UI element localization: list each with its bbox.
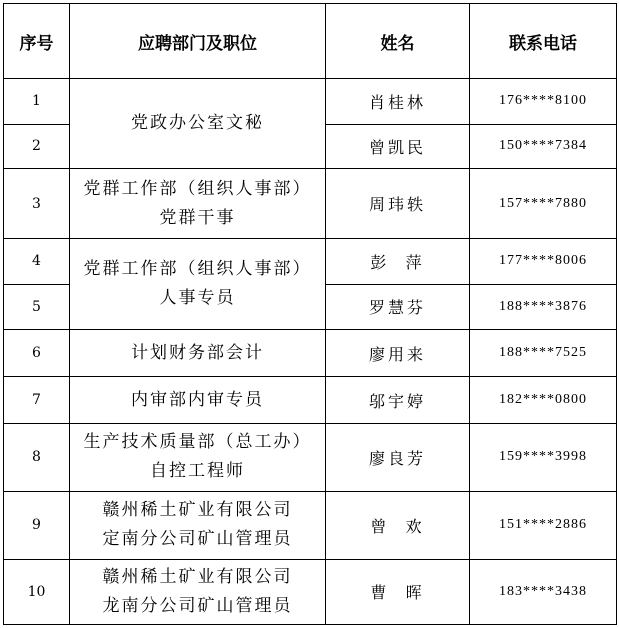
position-cell (70, 329, 326, 376)
row-seq: 1 (4, 79, 70, 124)
position-cell (70, 423, 326, 491)
row-seq: 2 (4, 124, 70, 168)
table-row (4, 491, 617, 559)
position-line: 自控工程师 (150, 461, 245, 482)
row-name: 廖良芳 (326, 423, 470, 491)
position-line: 生产技术质量部（总工办） (83, 432, 312, 453)
table-row (4, 377, 617, 423)
header-seq: 序号 (4, 4, 70, 79)
candidate-table (3, 3, 617, 625)
position-line: 党政办公室文秘 (131, 113, 264, 134)
row-name: 周玮轶 (326, 169, 470, 239)
row-phone: 176****8100 (470, 79, 617, 124)
position-cell (70, 491, 326, 559)
row-name: 邬宇婷 (326, 377, 470, 423)
position-line: 内审部内审专员 (131, 389, 264, 410)
row-seq: 4 (4, 239, 70, 284)
position-cell (70, 239, 326, 330)
row-name: 曹 晖 (326, 559, 470, 624)
row-seq: 6 (4, 329, 70, 376)
position-cell (70, 79, 326, 169)
row-name: 廖用来 (326, 329, 470, 376)
table-row (4, 329, 617, 376)
position-line: 赣州稀土矿业有限公司 (102, 500, 293, 521)
row-name: 彭 萍 (326, 239, 470, 284)
row-name: 肖桂林 (326, 79, 470, 124)
position-line: 党群工作部（组织人事部） (83, 178, 312, 199)
row-name: 曾 欢 (326, 491, 470, 559)
row-seq: 10 (4, 559, 70, 624)
position-line: 党群干事 (159, 207, 236, 228)
row-phone: 188****7525 (470, 329, 617, 376)
position-line: 龙南分公司矿山管理员 (102, 595, 293, 616)
row-phone: 183****3438 (470, 559, 617, 624)
position-line: 党群工作部（组织人事部） (83, 259, 312, 280)
row-phone: 151****2886 (470, 491, 617, 559)
position-cell (70, 559, 326, 624)
position-line: 计划财务部会计 (131, 342, 264, 363)
position-line: 人事专员 (159, 288, 236, 309)
table-row (4, 239, 617, 284)
header-name: 姓名 (326, 4, 470, 79)
position-cell (70, 169, 326, 239)
table-row (4, 559, 617, 624)
position-line: 赣州稀土矿业有限公司 (102, 566, 293, 587)
header-position: 应聘部门及职位 (70, 4, 326, 79)
row-seq: 7 (4, 377, 70, 423)
row-phone: 159****3998 (470, 423, 617, 491)
position-line: 定南分公司矿山管理员 (102, 529, 293, 550)
row-seq: 5 (4, 284, 70, 329)
row-phone: 157****7880 (470, 169, 617, 239)
row-phone: 177****8006 (470, 239, 617, 284)
header-row (4, 4, 617, 79)
table-row (4, 423, 617, 491)
row-name: 罗慧芬 (326, 284, 470, 329)
row-seq: 3 (4, 169, 70, 239)
row-phone: 188****3876 (470, 284, 617, 329)
row-seq: 9 (4, 491, 70, 559)
table-row (4, 79, 617, 124)
row-phone: 150****7384 (470, 124, 617, 168)
header-phone: 联系电话 (470, 4, 617, 79)
row-seq: 8 (4, 423, 70, 491)
row-phone: 182****0800 (470, 377, 617, 423)
position-cell (70, 377, 326, 423)
table-row (4, 169, 617, 239)
row-name: 曾凯民 (326, 124, 470, 168)
